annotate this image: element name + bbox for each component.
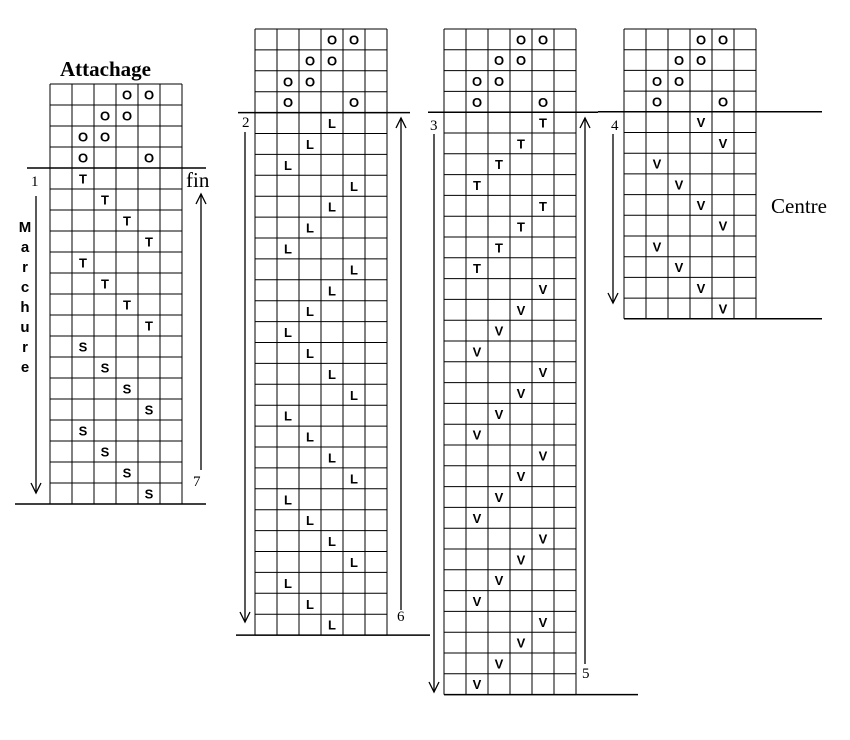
marchure-letter: M bbox=[18, 219, 32, 236]
treadle-mark: V bbox=[516, 552, 526, 568]
treadle-mark: T bbox=[495, 157, 503, 173]
treadle-mark: L bbox=[328, 617, 336, 633]
treadle-mark: L bbox=[306, 136, 314, 152]
treadle-mark: L bbox=[284, 325, 292, 341]
marchure-letter: h bbox=[20, 299, 30, 316]
treadle-mark: V bbox=[472, 677, 482, 693]
step-number-2: 2 bbox=[242, 115, 250, 131]
fin-label: fin bbox=[186, 168, 210, 192]
treadle-mark: L bbox=[328, 199, 336, 215]
treadle-mark: V bbox=[674, 177, 684, 193]
treadle-mark: V bbox=[494, 573, 504, 589]
treadle-mark: V bbox=[718, 218, 728, 234]
treadle-mark: T bbox=[495, 240, 503, 256]
tieup-mark: O bbox=[326, 53, 338, 69]
attachage-title: Attachage bbox=[60, 57, 151, 81]
treadle-mark: V bbox=[718, 301, 728, 317]
treadle-mark: V bbox=[494, 406, 504, 422]
treadle-mark: V bbox=[538, 448, 548, 464]
tieup-mark: O bbox=[651, 94, 663, 110]
treadle-mark: L bbox=[306, 513, 314, 529]
treadle-mark: L bbox=[350, 178, 358, 194]
treadle-mark: L bbox=[306, 220, 314, 236]
treadle-mark: S bbox=[144, 486, 154, 502]
marchure-letter: a bbox=[20, 239, 30, 256]
tieup-mark: O bbox=[77, 150, 89, 166]
treadle-mark: S bbox=[100, 444, 110, 460]
tieup-mark: O bbox=[471, 74, 483, 89]
treadle-mark: V bbox=[718, 135, 728, 151]
treadle-mark: L bbox=[306, 596, 314, 612]
treadle-mark: L bbox=[350, 387, 358, 403]
step-number-3: 3 bbox=[430, 118, 438, 134]
tieup-mark: O bbox=[282, 95, 294, 111]
treadle-mark: V bbox=[516, 302, 526, 318]
treadle-mark: T bbox=[517, 136, 525, 152]
treadle-mark: L bbox=[284, 157, 292, 173]
treadle-mark: V bbox=[472, 427, 482, 443]
marchure-vertical-label bbox=[16, 218, 34, 378]
tieup-mark: O bbox=[717, 94, 729, 110]
tieup-mark: O bbox=[143, 150, 155, 166]
treadle-mark: L bbox=[284, 575, 292, 591]
treadle-mark: V bbox=[472, 594, 482, 609]
tieup-mark: O bbox=[99, 108, 111, 124]
treadle-mark: T bbox=[101, 276, 109, 292]
marchure-letter: r bbox=[22, 259, 28, 276]
treadle-mark: L bbox=[350, 471, 358, 487]
tieup-mark: O bbox=[77, 129, 89, 145]
treadle-mark: L bbox=[284, 492, 292, 508]
treadle-mark: T bbox=[473, 261, 481, 277]
treadle-mark: L bbox=[284, 408, 292, 424]
tieup-mark: O bbox=[304, 74, 316, 90]
treadle-mark: S bbox=[78, 339, 88, 355]
tieup-mark: O bbox=[99, 129, 111, 145]
treadle-mark: V bbox=[696, 115, 706, 131]
treadle-mark: V bbox=[538, 365, 548, 381]
tieup-mark: O bbox=[121, 108, 133, 124]
step-number-1: 1 bbox=[31, 174, 39, 190]
treadle-mark: L bbox=[328, 450, 336, 466]
treadle-mark: S bbox=[122, 465, 132, 481]
tieup-mark: O bbox=[282, 74, 294, 90]
tieup-mark: O bbox=[515, 53, 527, 69]
treadle-mark: L bbox=[306, 345, 314, 361]
treadle-mark: V bbox=[516, 635, 526, 651]
tieup-mark: O bbox=[348, 32, 360, 48]
marchure-letter: e bbox=[20, 359, 30, 376]
marchure-letter: r bbox=[22, 339, 28, 356]
treadle-mark: T bbox=[517, 219, 525, 235]
tieup-mark: O bbox=[143, 87, 155, 103]
tieup-mark: O bbox=[537, 94, 549, 110]
treadle-mark: V bbox=[494, 656, 504, 672]
tieup-mark: O bbox=[471, 94, 483, 110]
treadle-mark: L bbox=[328, 283, 336, 299]
treadle-mark: V bbox=[674, 260, 684, 276]
treadle-mark: L bbox=[350, 554, 358, 570]
treadle-mark: L bbox=[306, 429, 314, 445]
centre-label: Centre bbox=[771, 194, 827, 218]
tieup-mark: O bbox=[673, 73, 685, 89]
step-number-6: 6 bbox=[397, 609, 405, 625]
treadle-mark: T bbox=[101, 192, 109, 208]
treadle-mark: V bbox=[516, 386, 526, 401]
treadle-mark: S bbox=[100, 360, 110, 376]
treadle-mark: T bbox=[145, 318, 153, 334]
treadle-mark: T bbox=[79, 171, 87, 187]
treadle-mark: T bbox=[145, 234, 153, 250]
treadle-mark: S bbox=[78, 423, 88, 439]
tieup-mark: O bbox=[121, 87, 133, 103]
tieup-mark: O bbox=[651, 73, 663, 89]
treadle-mark: V bbox=[538, 531, 548, 547]
tieup-mark: O bbox=[695, 32, 707, 48]
tieup-mark: O bbox=[673, 53, 685, 69]
tieup-mark: O bbox=[717, 32, 729, 48]
step-number-5: 5 bbox=[582, 666, 590, 682]
treadle-mark: V bbox=[472, 510, 482, 526]
treadle-mark: V bbox=[652, 156, 662, 172]
treadle-mark: V bbox=[516, 469, 526, 485]
treadle-mark: T bbox=[539, 115, 547, 131]
treadle-mark: L bbox=[328, 366, 336, 382]
treadle-mark: V bbox=[494, 323, 504, 339]
treadle-mark: V bbox=[696, 197, 706, 213]
marchure-letter: u bbox=[20, 319, 30, 336]
tieup-mark: O bbox=[304, 53, 316, 69]
treadle-mark: T bbox=[123, 213, 131, 229]
treadle-mark: L bbox=[350, 262, 358, 278]
tieup-mark: O bbox=[348, 95, 360, 111]
tieup-mark: O bbox=[537, 32, 549, 48]
treadle-mark: S bbox=[144, 402, 154, 418]
treadle-mark: V bbox=[538, 614, 548, 630]
tieup-mark: O bbox=[493, 74, 505, 89]
treadle-mark: L bbox=[328, 534, 336, 550]
tieup-mark: O bbox=[326, 32, 338, 48]
treadle-mark: T bbox=[123, 297, 131, 313]
step-number-4: 4 bbox=[611, 118, 619, 134]
step-number-7: 7 bbox=[193, 474, 201, 490]
tieup-mark: O bbox=[493, 53, 505, 69]
marchure-letter: c bbox=[20, 279, 30, 296]
treadle-mark: V bbox=[472, 344, 482, 360]
treadle-mark: T bbox=[79, 255, 87, 271]
treadle-mark: T bbox=[539, 198, 547, 214]
treadle-mark: T bbox=[473, 178, 481, 193]
treadle-mark: L bbox=[328, 116, 336, 132]
treadle-mark: L bbox=[306, 304, 314, 320]
treadle-mark: S bbox=[122, 381, 132, 397]
treadle-mark: V bbox=[538, 282, 548, 297]
tieup-mark: O bbox=[695, 53, 707, 69]
treadle-mark: V bbox=[652, 239, 662, 255]
treadle-mark: V bbox=[494, 490, 504, 505]
tieup-mark: O bbox=[515, 32, 527, 48]
treadle-mark: L bbox=[284, 241, 292, 257]
treadle-mark: V bbox=[696, 280, 706, 296]
